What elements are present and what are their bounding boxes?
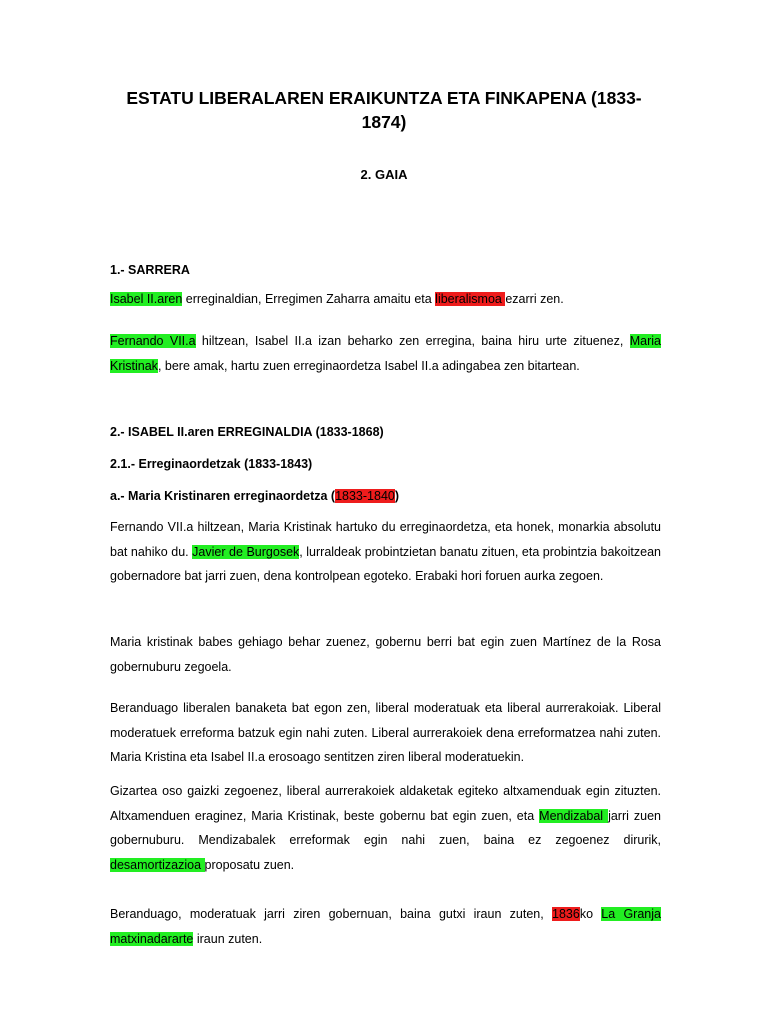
paragraph-7 xyxy=(110,902,661,951)
paragraph-5: Beranduago liberalen banaketa bat egon zen, liberal moderatuak eta liberal aurrerakoiak. Liberal moderatuek erreforma batzuk egin nahi zuten. Liberal aurrerakoiek dena erreformatzea nahi zuten. Maria Kristina eta Isabel II.a erosoago sentitzen ziren liberal moderatuekin. xyxy=(110,701,661,765)
highlight-green: Javier de Burgosek xyxy=(192,544,300,559)
subsection-heading-maria-kristina xyxy=(110,487,399,505)
paragraph-2 xyxy=(110,329,661,378)
text: Gizartea oso gaizki zegoenez, liberal aurrerakoiek aldaketak egiteko altxamenduak egin zituzten. Altxamenduen eraginez, Maria Kristinak, beste gobernu bat egin zuen, eta xyxy=(110,784,661,823)
text: jarri zuen gobernuburu. Mendizabalek erreformak egin nahi zuen, baina ez zegoenez dirurik, xyxy=(110,808,661,848)
text: ) xyxy=(394,489,400,503)
text: , lurraldeak probintzietan banatu zituen, eta probintzia bakoitzean gobernadore bat jarri zuen, dena kontrolpean egoteko. Erabaki hori foruen aurka zegoen. xyxy=(110,544,661,584)
text: ezarri zen. xyxy=(505,292,564,306)
paragraph-6 xyxy=(110,779,661,877)
highlight-green: Maria Kristinak xyxy=(110,334,661,373)
text: , bere amak, hartu zuen erreginaordetza Isabel II.a adingabea zen bitartean. xyxy=(157,358,580,373)
text: a.- Maria Kristinaren erreginaordetza ( xyxy=(110,489,336,503)
text: proposatu zuen. xyxy=(204,857,295,872)
paragraph-1 xyxy=(110,287,661,312)
section-heading-sarrera: 1.- SARRERA xyxy=(110,263,190,277)
text: Beranduago, moderatuak jarri ziren gobernuan, baina gutxi iraun zuten, xyxy=(110,907,552,921)
text: ko xyxy=(579,907,602,921)
highlight-green: Isabel II.aren xyxy=(110,292,183,306)
text: Fernando VII.a hiltzean, Maria Kristinak hartuko du erreginaordetza, eta honek, monarkia absolutu bat nahiko du. xyxy=(110,520,661,559)
highlight-red: 1836 xyxy=(552,907,580,921)
section-heading-isabel: 2.- ISABEL II.aren ERREGINALDIA (1833-1868) xyxy=(110,425,384,439)
document-title: ESTATU LIBERALAREN ERAIKUNTZA ETA FINKAPENA (1833-1874) xyxy=(126,88,642,132)
paragraph-3 xyxy=(110,515,661,589)
text: erreginaldian, Erregimen Zaharra amaitu eta xyxy=(182,292,436,306)
text: hiltzean, Isabel II.a izan beharko zen erregina, baina hiru urte zituenez, xyxy=(195,334,630,348)
highlight-green: La Granja matxinadararte xyxy=(110,907,661,946)
document-subtitle: 2. GAIA xyxy=(360,167,408,182)
highlight-red: 1833-1840 xyxy=(335,489,395,503)
highlight-green: desamortizazioa xyxy=(110,857,205,872)
subsection-heading-erreginaordetzak: 2.1.- Erreginaordetzak (1833-1843) xyxy=(110,457,313,471)
highlight-red: liberalismoa xyxy=(435,292,506,306)
text: iraun zuten. xyxy=(193,931,263,946)
paragraph-4: Maria kristinak babes gehiago behar zuenez, gobernu berri bat egin zuen Martínez de la Rosa gobernuburu zegoela. xyxy=(110,635,661,674)
highlight-green: Fernando VII.a xyxy=(110,334,196,348)
highlight-green: Mendizabal xyxy=(539,808,609,823)
